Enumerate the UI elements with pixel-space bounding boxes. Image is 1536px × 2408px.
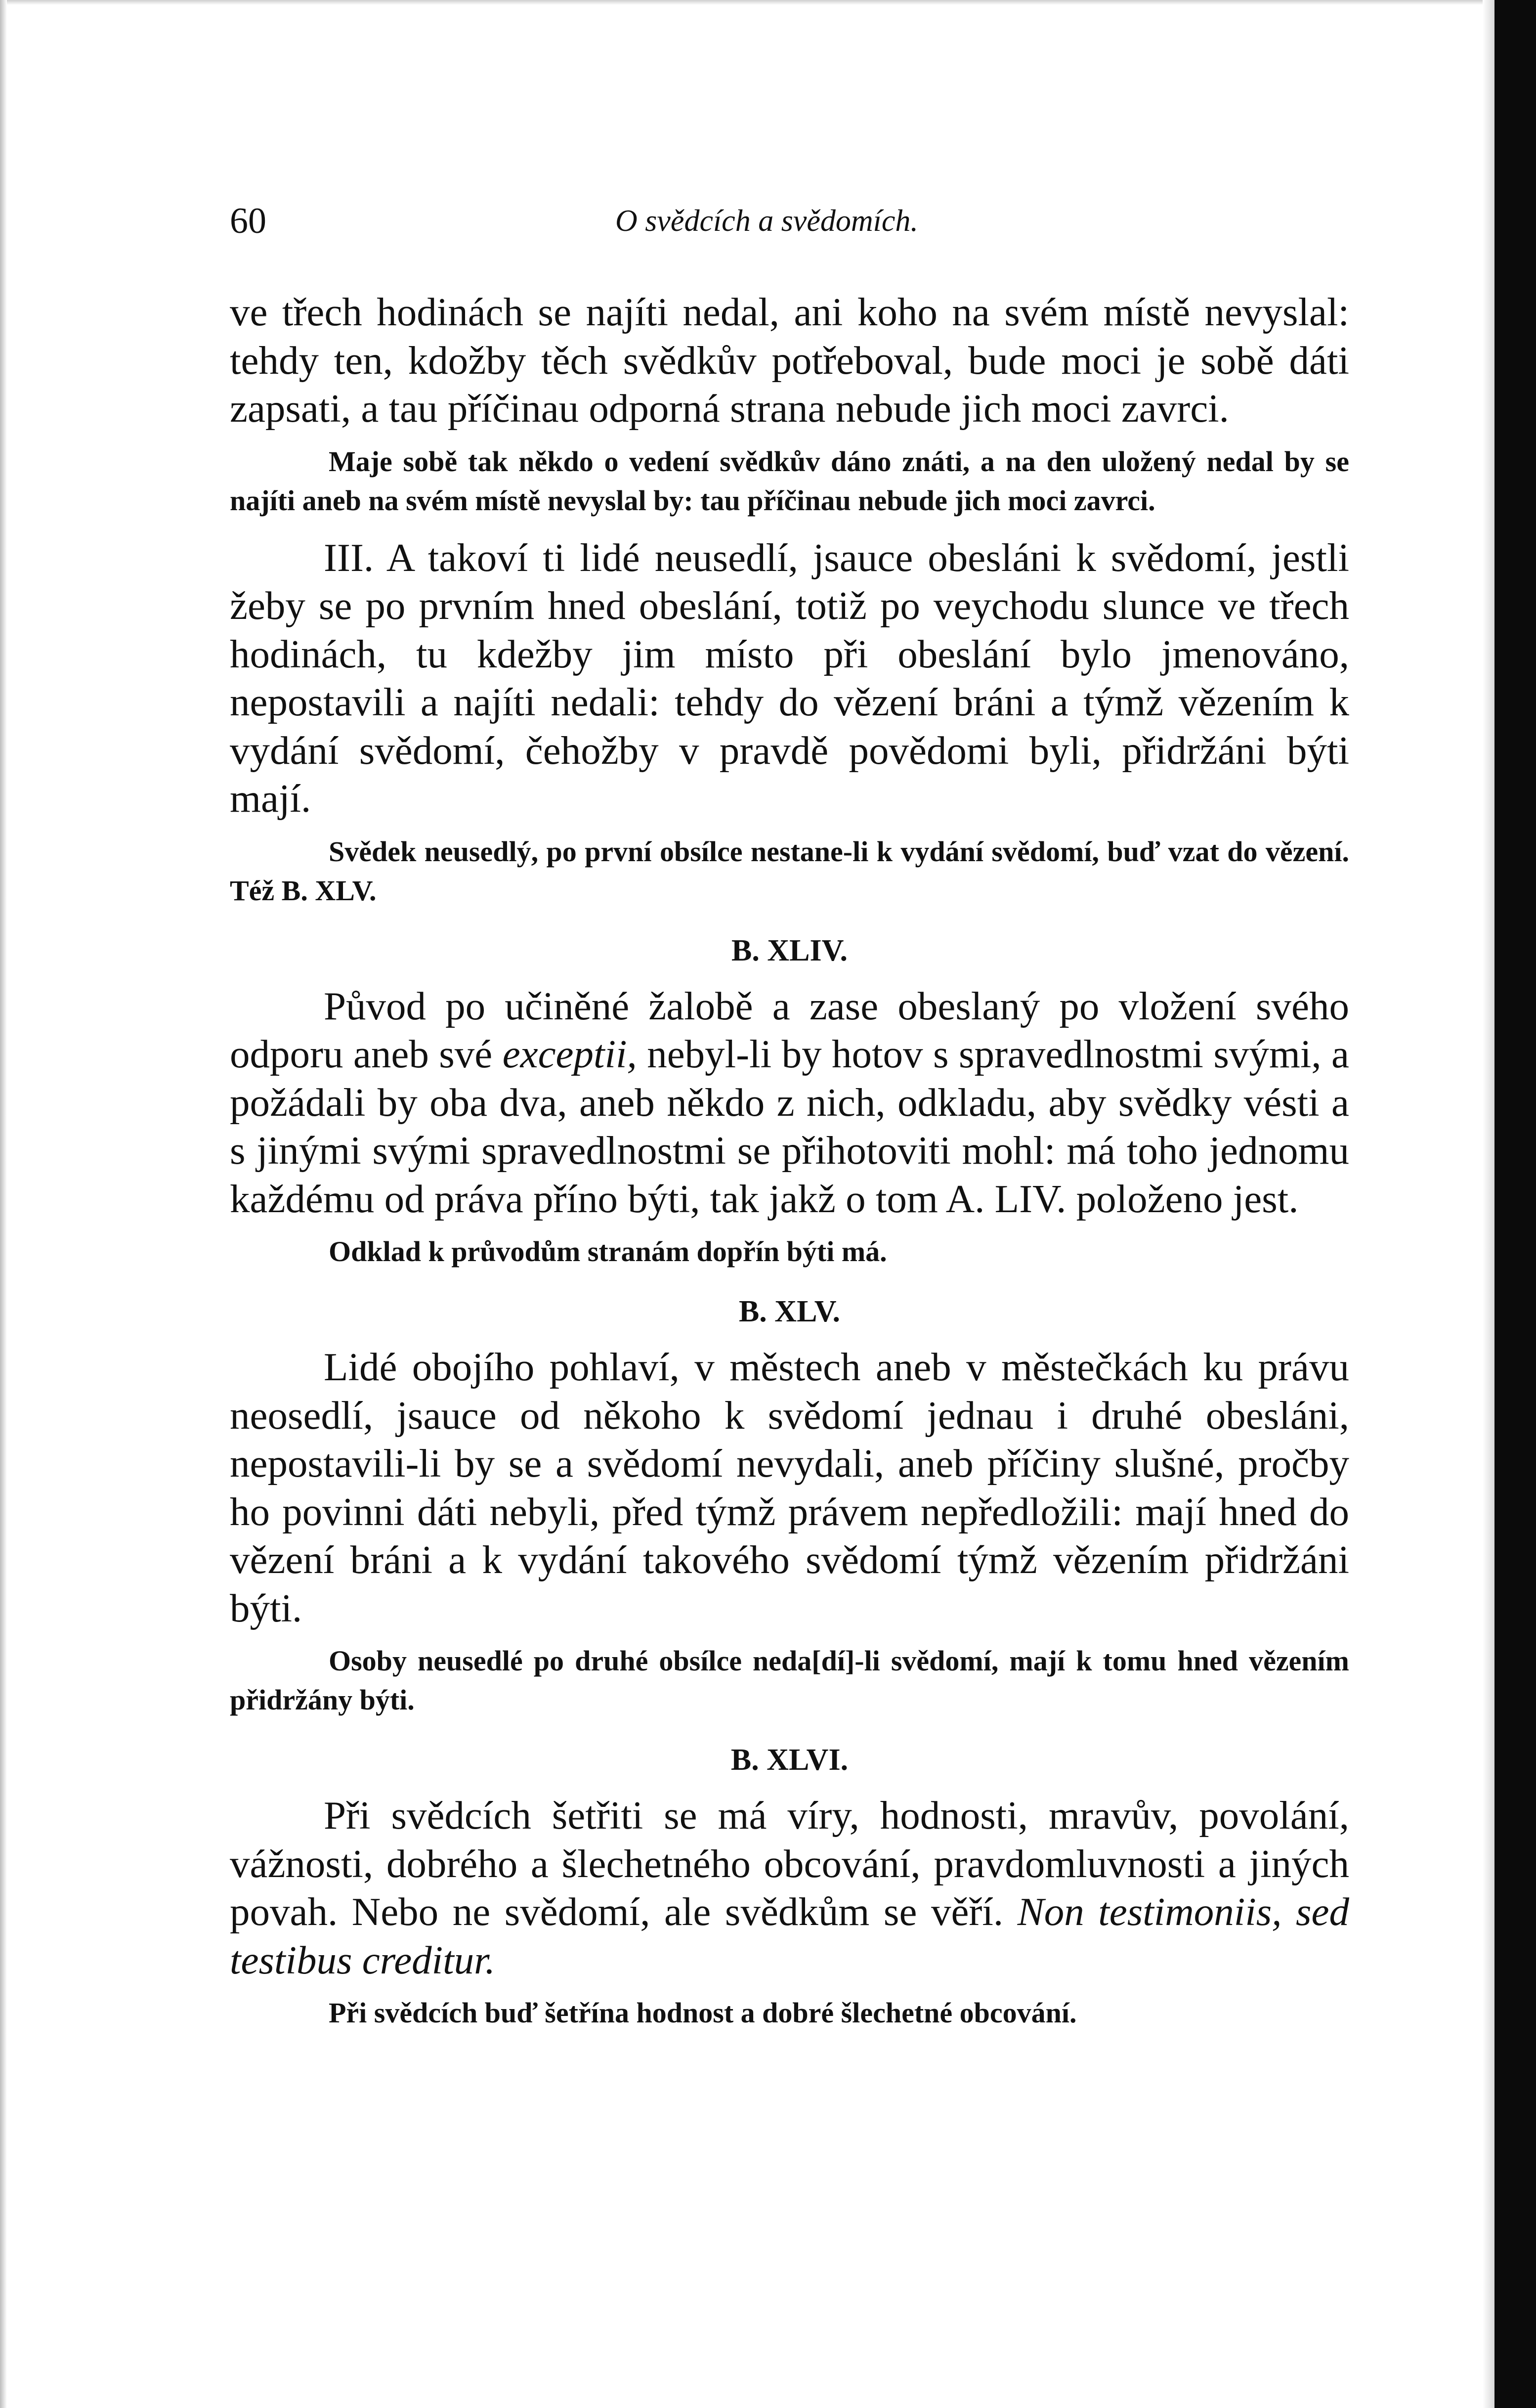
page-number: 60 (230, 201, 266, 241)
text-run: nebyl-li by hotov s spravedlnostmi svými, a požádali by oba dva, aneb někdo z nich, odkladu, aby svědky vésti a s jinými svými spravedlnostmi se přihotoviti mohl: má toho jednomu každému od práva příno býti, tak jakž o tom A. LIV. položeno jest. (230, 1032, 1349, 1221)
spacer (230, 1719, 1349, 1737)
summary-note: Osoby neusedlé po druhé obsílce neda[dí]-li svědomí, mají k tomu hned vězením přidržány býti. (230, 1645, 1349, 1716)
latin-maxim: Non testimoniis, sed testibus creditur. (230, 1889, 1350, 1982)
section-heading-xliv: B. XLIV. (731, 933, 848, 967)
spacer (230, 1334, 1349, 1343)
spacer (230, 1984, 1349, 1993)
section-xlv-paragraph: Lidé obojího pohlaví, v městech aneb v městečkách ku právu neosedlí, jsauce od někoho k svědomí jednau i druhé obesláni, nepostavili-li by se a svědomí nevydali, aneb příčiny slušné, pročby ho povinni dáti nebyli, před týmž právem nepředložili: mají hned do vězení bráni a k vydání takového svědomí týmž vězením přidržáni býti. (230, 1345, 1349, 1630)
summary-note: Svědek neusedlý, po první obsílce nestane-li k vydání svědomí, buď vzat do vězení. Též B. XLV. (230, 835, 1349, 907)
summary-note: Odklad k průvodům stranám dopřín býti má. (329, 1235, 887, 1268)
spacer (230, 1271, 1349, 1289)
text-run: Původ po učiněné žalobě a zase obeslaný po vložení svého odporu aneb své (230, 983, 1349, 1076)
page-left-shadow (0, 0, 7, 2408)
section-heading-xlv: B. XLV. (738, 1295, 841, 1328)
spacer (230, 1223, 1349, 1232)
spacer (230, 910, 1349, 928)
spacer (230, 973, 1349, 982)
page-body (230, 288, 1349, 2032)
section-heading-xlvi: B. XLVI. (730, 1743, 849, 1777)
running-title: O svědcích a svědomích. (615, 204, 918, 238)
spacer (230, 1783, 1349, 1792)
spacer (230, 1632, 1349, 1641)
summary-note: Maje sobě tak někdo o vedení svědkův dáno znáti, a na den uložený nedal by se najíti aneb na svém místě nevyslal by: tau příčinau nebude jich moci zavrci. (230, 445, 1349, 517)
article-iii-paragraph: III. A takoví ti lidé neusedlí, jsauce obesláni k svědomí, jestli žeby se po prvním hned obeslání, totiž po veychodu slunce ve třech hodinách, tu kdežby jim místo při obeslání bylo jmenováno, nepostavili a najíti nedali: tehdy do vězení bráni a týmž vězením k vydání svědomí, čehožby v pravdě povědomi byli, přidržáni býti mají. (230, 535, 1349, 821)
spacer (230, 520, 1349, 534)
spacer (230, 823, 1349, 832)
scan-border (1494, 0, 1536, 2408)
text-run: Při svědcích šetřiti se má víry, hodnosti, mravův, povolání, vážnosti, dobrého a šlechetného obcování, pravdomluvnosti a jiných povah. Nebo ne svědomí, ale svědkům se věří. (230, 1793, 1349, 1934)
page-top-shadow (0, 0, 1494, 5)
italic-term: exceptii, (502, 1032, 637, 1076)
gutter-shadow (1483, 0, 1494, 2408)
paragraph-continuation: ve třech hodinách se najíti nedal, ani koho na svém místě nevyslal: tehdy ten, kdožby těch svědkův potřeboval, bude moci je sobě dáti zapsati, a tau příčinau odporná strana nebude jich moci zavrci. (230, 290, 1349, 431)
spacer (230, 433, 1349, 442)
running-head (230, 194, 1357, 248)
section-xliv-paragraph (230, 982, 1349, 1224)
section-xlvi-paragraph (230, 1792, 1349, 1984)
summary-note: Při svědcích buď šetřína hodnost a dobré šlechetné obcování. (329, 1997, 1077, 2029)
